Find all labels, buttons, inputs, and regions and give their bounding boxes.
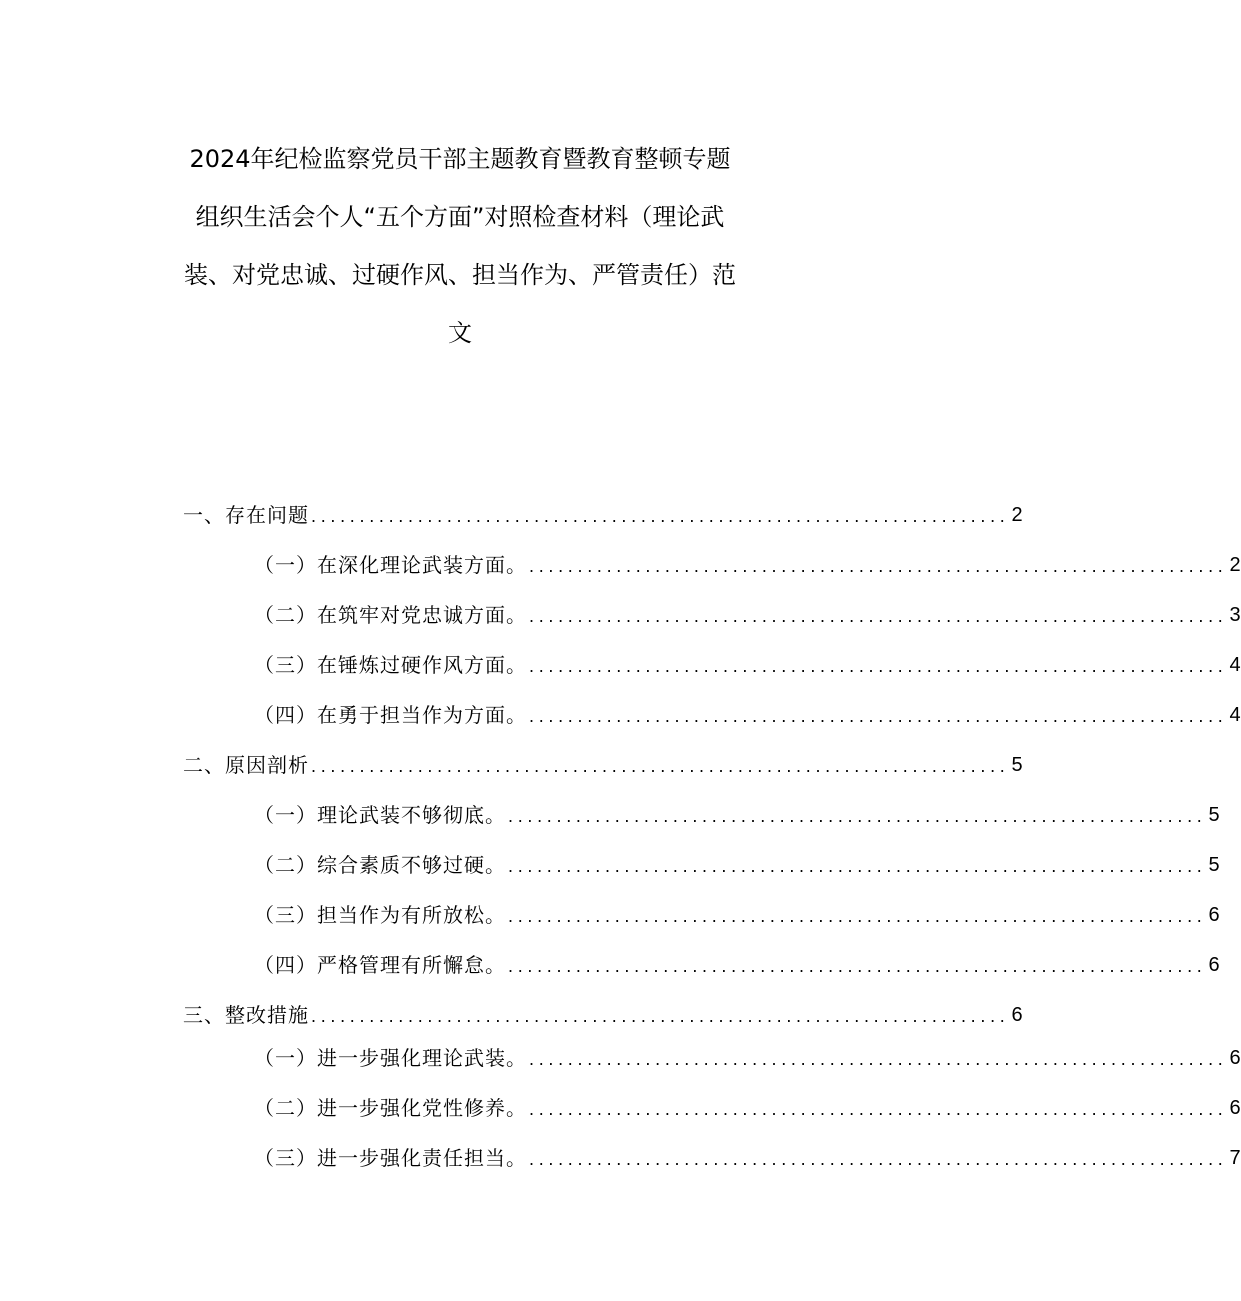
toc-dot-leader: ........................................................................	[508, 856, 1207, 876]
toc-dot-leader: ........................................................................	[529, 606, 1228, 626]
toc-entry-title: （二）进一步强化党性修养。	[254, 1096, 527, 1120]
toc-entry-title: 二、原因剖析	[183, 753, 309, 777]
toc-dot-leader: ........................................................................	[529, 656, 1228, 676]
toc-subsection-1-4[interactable]	[254, 698, 1241, 728]
toc-section-2[interactable]	[183, 748, 1023, 778]
toc-subsection-1-3[interactable]	[254, 648, 1241, 678]
toc-subsection-3-3[interactable]	[254, 1141, 1241, 1171]
toc-dot-leader: ........................................................................	[529, 556, 1228, 576]
toc-page-number: 4	[1229, 704, 1241, 726]
toc-page-number: 3	[1229, 604, 1241, 626]
toc-page-number: 5	[1208, 854, 1220, 876]
toc-page-number: 6	[1208, 954, 1220, 976]
toc-dot-leader: ........................................................................	[529, 706, 1228, 726]
title-line-3: 装、对党忠诚、过硬作风、担当作为、严管责任）范	[184, 261, 736, 289]
toc-dot-leader: ........................................................................	[311, 506, 1010, 526]
toc-page-number: 6	[1208, 904, 1220, 926]
title-line-2: 组织生活会个人“五个方面”对照检查材料（理论武	[195, 203, 725, 231]
toc-subsection-3-1[interactable]	[254, 1041, 1241, 1071]
toc-entry-title: （三）担当作为有所放松。	[254, 903, 506, 927]
toc-entry-title: （一）进一步强化理论武装。	[254, 1046, 527, 1070]
toc-dot-leader: ........................................................................	[529, 1099, 1228, 1119]
toc-entry-title: （四）在勇于担当作为方面。	[254, 703, 527, 727]
toc-subsection-3-2[interactable]	[254, 1091, 1241, 1121]
title-line-1: 2024年纪检监察党员干部主题教育暨教育整顿专题	[189, 145, 731, 173]
toc-entry-title: （二）综合素质不够过硬。	[254, 853, 506, 877]
toc-page-number: 7	[1229, 1147, 1241, 1169]
toc-dot-leader: ........................................................................	[311, 756, 1010, 776]
toc-page-number: 6	[1229, 1047, 1241, 1069]
toc-dot-leader: ........................................................................	[529, 1049, 1228, 1069]
toc-dot-leader: ........................................................................	[508, 806, 1207, 826]
toc-subsection-2-4[interactable]	[254, 948, 1220, 978]
title-line-4: 文	[448, 319, 472, 347]
toc-entry-title: （一）理论武装不够彻底。	[254, 803, 506, 827]
toc-entry-title: （二）在筑牢对党忠诚方面。	[254, 603, 527, 627]
toc-page-number: 5	[1011, 754, 1023, 776]
toc-page-number: 6	[1011, 1004, 1023, 1026]
toc-entry-title: （一）在深化理论武装方面。	[254, 553, 527, 577]
toc-entry-title: （四）严格管理有所懈怠。	[254, 953, 506, 977]
toc-dot-leader: ........................................................................	[508, 956, 1207, 976]
toc-page-number: 2	[1011, 504, 1023, 526]
toc-entry-title: （三）进一步强化责任担当。	[254, 1146, 527, 1170]
toc-page-number: 5	[1208, 804, 1220, 826]
toc-dot-leader: ........................................................................	[311, 1006, 1010, 1026]
toc-page-number: 6	[1229, 1097, 1241, 1119]
toc-dot-leader: ........................................................................	[508, 906, 1207, 926]
toc-entry-title: 三、整改措施	[183, 1003, 309, 1027]
toc-page-number: 4	[1229, 654, 1241, 676]
toc-subsection-2-2[interactable]	[254, 848, 1220, 878]
toc-subsection-2-1[interactable]	[254, 798, 1220, 828]
toc-subsection-1-2[interactable]	[254, 598, 1241, 628]
toc-subsection-2-3[interactable]	[254, 898, 1220, 928]
toc-subsection-1-1[interactable]	[254, 548, 1241, 578]
toc-entry-title: （三）在锤炼过硬作风方面。	[254, 653, 527, 677]
toc-section-3[interactable]	[183, 998, 1023, 1028]
toc-entry-title: 一、存在问题	[183, 503, 309, 527]
toc-page-number: 2	[1229, 554, 1241, 576]
toc-dot-leader: ........................................................................	[529, 1149, 1228, 1169]
toc-section-1[interactable]	[183, 498, 1023, 528]
